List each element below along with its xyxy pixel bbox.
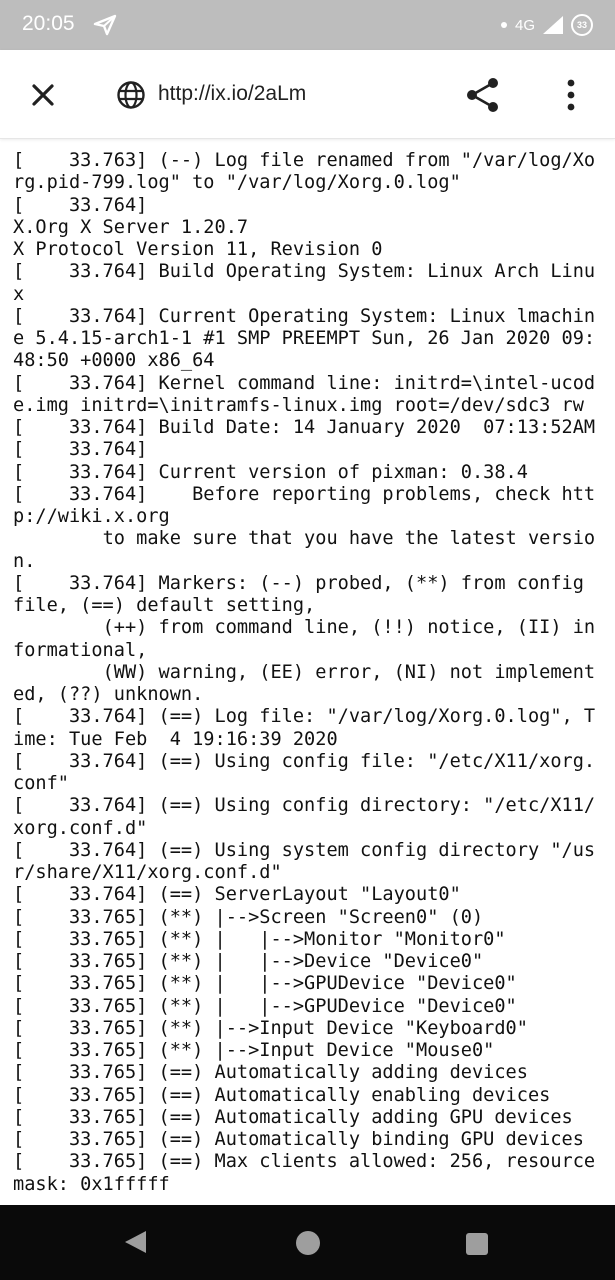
browser-toolbar [0,50,615,139]
log-text: [ 33.763] (--) Log file renamed from "/var/log/Xorg.pid-799.log" to "/var/log/Xorg.0.log" [ 33.764] X.Org X Server 1.20.7 X Protocol Version 11, Revision 0 [ 33.764] Build Operating System: Linux Arch Linux [ 33.764] Current Operating System: Linux lmachine 5.4.15-arch1-1 #1 SMP PREEMPT Sun, 26 Jan 2020 09:48:50 +0000 x86_64 [ 33.764] Kernel command line: initrd=\intel-ucode.img initrd=\initramfs-linux.img root=/dev/sdc3 rw [ 33.764] Build Date: 14 January 2020 07:13:52AM [ 33.764] [ 33.764] Current version of pixman: 0.38.4 [ 33.764] Before reporting problems, check http://wiki.x.org to make sure that you have the latest version. [ 33.764] Markers: (--) probed, (**) from config file, (==) default setting, (++) from command line, (!!) notice, (II) informational, (WW) warning, (EE) error, (NI) not implemented, (??) unknown. [ 33.764] (==) Log file: "/var/log/Xorg.0.log", Time: Tue Feb 4 19:16:39 2020 [ 33.764] (==) Using config file: "/etc/X11/xorg.conf" [ 33.764] (==) Using config directory: "/etc/X11/xorg.conf.d" [ 33.764] (==) Using system config directory "/usr/share/X11/xorg.conf.d" [ 33.764] (==) ServerLayout "Layout0" [ 33.765] (**) |-->Screen "Screen0" (0) [ 33.765] (**) | |-->Monitor "Monitor0" [ 33.765] (**) | |-->Device "Device0" [ 33.765] (**) | |-->GPUDevice "Device0" [ 33.765] (**) | |-->GPUDevice "Device0" [ 33.765] (**) |-->Input Device "Keyboard0" [ 33.765] (**) |-->Input Device "Mouse0" [ 33.765] (==) Automatically adding devices [ 33.765] (==) Automatically enabling devices [ 33.765] (==) Automatically adding GPU devices [ 33.765] (==) Automatically binding GPU devices [ 33.765] (==) Max clients allowed: 256, resource mask: 0x1fffff [13,150,596,1195]
home-icon[interactable] [296,1231,320,1255]
notification-dot-icon [501,22,507,28]
page-content[interactable] [0,140,615,1205]
back-icon[interactable] [120,1227,150,1257]
send-icon [92,13,118,37]
battery-icon: 33 [571,14,593,36]
recents-icon[interactable] [466,1233,488,1255]
share-icon[interactable] [460,72,506,118]
more-vert-icon[interactable] [550,72,592,118]
globe-icon [116,80,146,110]
url-text[interactable]: http://ix.io/2aLm [158,82,307,105]
signal-icon [543,16,563,34]
status-bar [0,0,615,50]
network-type: 4G [514,16,535,34]
status-time: 20:05 [22,12,75,35]
close-icon[interactable] [18,70,68,120]
status-indicators [501,13,593,37]
navigation-bar [0,1205,615,1280]
